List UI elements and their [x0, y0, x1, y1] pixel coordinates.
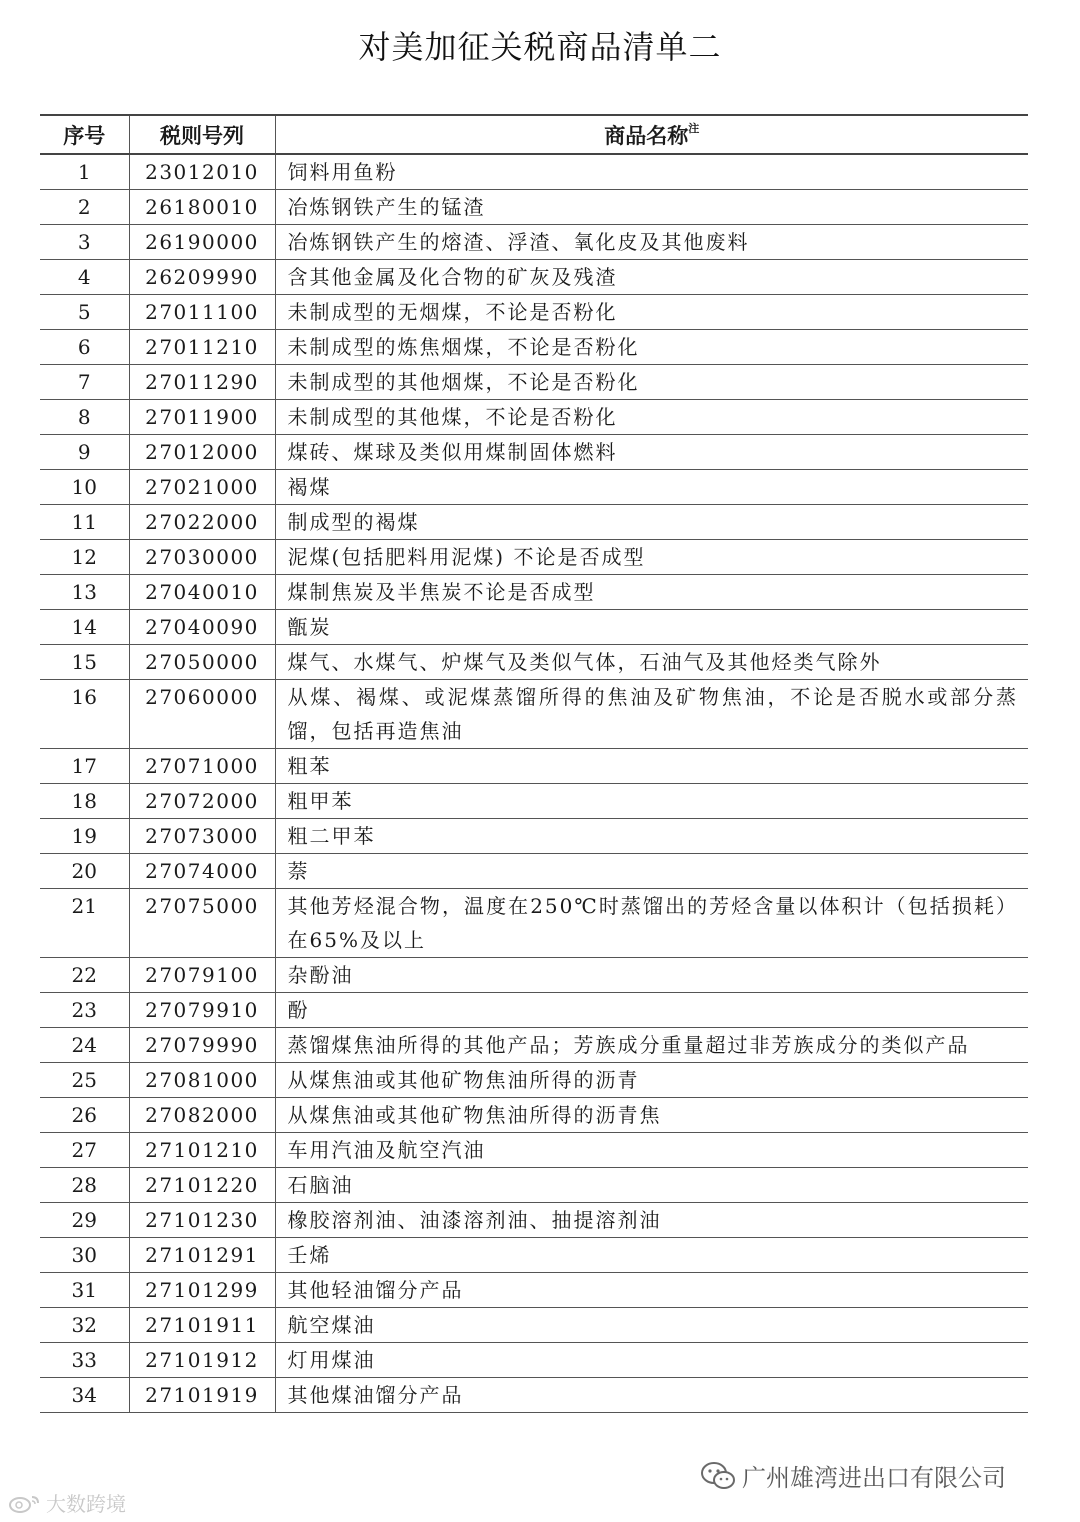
row-tariff-code: 27012000 [129, 435, 275, 470]
row-index: 6 [40, 330, 129, 365]
row-index: 32 [40, 1308, 129, 1343]
row-tariff-code: 27011100 [129, 295, 275, 330]
row-index: 34 [40, 1378, 129, 1413]
row-product-name: 从煤焦油或其他矿物焦油所得的沥青 [275, 1063, 1028, 1098]
row-tariff-code: 27101291 [129, 1238, 275, 1273]
row-tariff-code: 27073000 [129, 819, 275, 854]
table-body [40, 154, 1028, 1413]
row-tariff-code: 27030000 [129, 540, 275, 575]
row-index: 23 [40, 993, 129, 1028]
row-index: 10 [40, 470, 129, 505]
row-product-name: 萘 [275, 854, 1028, 889]
table-row [40, 784, 1028, 819]
weibo-icon [8, 1493, 42, 1513]
watermark-right [700, 1458, 1006, 1493]
row-index: 21 [40, 889, 129, 958]
row-product-name: 从煤焦油或其他矿物焦油所得的沥青焦 [275, 1098, 1028, 1133]
row-product-name: 橡胶溶剂油、油漆溶剂油、抽提溶剂油 [275, 1203, 1028, 1238]
page-title: 对美加征关税商品清单二 [358, 28, 722, 66]
row-index: 4 [40, 260, 129, 295]
table-row [40, 295, 1028, 330]
row-product-name: 煤气、水煤气、炉煤气及类似气体，石油气及其他烃类气除外 [275, 645, 1028, 680]
row-product-name: 制成型的褐煤 [275, 505, 1028, 540]
row-product-name: 未制成型的炼焦烟煤，不论是否粉化 [275, 330, 1028, 365]
table-row [40, 1273, 1028, 1308]
row-index: 27 [40, 1133, 129, 1168]
table-row [40, 400, 1028, 435]
row-tariff-code: 26209990 [129, 260, 275, 295]
row-index: 30 [40, 1238, 129, 1273]
table-row [40, 1133, 1028, 1168]
table-row [40, 1028, 1028, 1063]
row-tariff-code: 27011900 [129, 400, 275, 435]
table-row [40, 1168, 1028, 1203]
table-row [40, 540, 1028, 575]
table-row [40, 190, 1028, 225]
row-index: 22 [40, 958, 129, 993]
row-index: 11 [40, 505, 129, 540]
row-index: 5 [40, 295, 129, 330]
table-row [40, 958, 1028, 993]
table-row [40, 260, 1028, 295]
table-row [40, 854, 1028, 889]
row-product-name: 粗二甲苯 [275, 819, 1028, 854]
row-tariff-code: 27072000 [129, 784, 275, 819]
row-tariff-code: 27101911 [129, 1308, 275, 1343]
table-row [40, 435, 1028, 470]
row-index: 33 [40, 1343, 129, 1378]
row-index: 19 [40, 819, 129, 854]
watermark-left-text: 大数跨境 [46, 1492, 126, 1516]
row-tariff-code: 27075000 [129, 889, 275, 958]
row-product-name: 饲料用鱼粉 [275, 154, 1028, 190]
row-index: 7 [40, 365, 129, 400]
row-index: 8 [40, 400, 129, 435]
table-row [40, 1098, 1028, 1133]
row-index: 12 [40, 540, 129, 575]
table-row [40, 680, 1028, 749]
row-tariff-code: 27101230 [129, 1203, 275, 1238]
row-tariff-code: 27079100 [129, 958, 275, 993]
row-tariff-code: 27074000 [129, 854, 275, 889]
row-index: 18 [40, 784, 129, 819]
wechat-icon [700, 1461, 736, 1491]
row-product-name: 冶炼钢铁产生的锰渣 [275, 190, 1028, 225]
row-product-name: 蒸馏煤焦油所得的其他产品；芳族成分重量超过非芳族成分的类似产品 [275, 1028, 1028, 1063]
row-index: 26 [40, 1098, 129, 1133]
row-product-name: 未制成型的其他煤，不论是否粉化 [275, 400, 1028, 435]
row-index: 20 [40, 854, 129, 889]
watermark-right-text: 广州雄湾进出口有限公司 [742, 1464, 1006, 1492]
table-row [40, 1378, 1028, 1413]
table-row [40, 575, 1028, 610]
header-code: 税则号列 [129, 115, 275, 154]
row-product-name: 泥煤(包括肥料用泥煤) 不论是否成型 [275, 540, 1028, 575]
row-tariff-code: 27071000 [129, 749, 275, 784]
table-row [40, 330, 1028, 365]
table-row [40, 1238, 1028, 1273]
row-tariff-code: 26180010 [129, 190, 275, 225]
row-tariff-code: 27101210 [129, 1133, 275, 1168]
row-index: 2 [40, 190, 129, 225]
row-product-name: 灯用煤油 [275, 1343, 1028, 1378]
row-product-name: 未制成型的无烟煤，不论是否粉化 [275, 295, 1028, 330]
row-index: 14 [40, 610, 129, 645]
row-product-name: 车用汽油及航空汽油 [275, 1133, 1028, 1168]
row-index: 16 [40, 680, 129, 749]
row-tariff-code: 27079910 [129, 993, 275, 1028]
row-tariff-code: 27050000 [129, 645, 275, 680]
row-product-name: 冶炼钢铁产生的熔渣、浮渣、氧化皮及其他废料 [275, 225, 1028, 260]
table-row [40, 610, 1028, 645]
table-row [40, 819, 1028, 854]
table-row [40, 1063, 1028, 1098]
row-tariff-code: 27101299 [129, 1273, 275, 1308]
row-index: 28 [40, 1168, 129, 1203]
row-tariff-code: 27040010 [129, 575, 275, 610]
row-product-name: 含其他金属及化合物的矿灰及残渣 [275, 260, 1028, 295]
header-index: 序号 [40, 115, 129, 154]
row-tariff-code: 27040090 [129, 610, 275, 645]
row-product-name: 未制成型的其他烟煤，不论是否粉化 [275, 365, 1028, 400]
row-index: 1 [40, 154, 129, 190]
table-row [40, 505, 1028, 540]
table-row [40, 1203, 1028, 1238]
row-product-name: 酚 [275, 993, 1028, 1028]
header-name-note: 注 [688, 121, 700, 135]
table-row [40, 889, 1028, 958]
row-index: 24 [40, 1028, 129, 1063]
row-index: 15 [40, 645, 129, 680]
table-row [40, 470, 1028, 505]
row-product-name: 煤砖、煤球及类似用煤制固体燃料 [275, 435, 1028, 470]
row-product-name: 从煤、褐煤、或泥煤蒸馏所得的焦油及矿物焦油，不论是否脱水或部分蒸馏，包括再造焦油 [275, 680, 1028, 749]
table-row [40, 749, 1028, 784]
row-product-name: 其他煤油馏分产品 [275, 1378, 1028, 1413]
table-header-row [40, 115, 1028, 154]
row-tariff-code: 26190000 [129, 225, 275, 260]
row-tariff-code: 23012010 [129, 154, 275, 190]
header-name [275, 115, 1028, 154]
row-tariff-code: 27079990 [129, 1028, 275, 1063]
row-product-name: 杂酚油 [275, 958, 1028, 993]
table-row [40, 645, 1028, 680]
row-product-name: 航空煤油 [275, 1308, 1028, 1343]
row-index: 9 [40, 435, 129, 470]
row-product-name: 褐煤 [275, 470, 1028, 505]
row-product-name: 壬烯 [275, 1238, 1028, 1273]
row-tariff-code: 27101919 [129, 1378, 275, 1413]
row-tariff-code: 27021000 [129, 470, 275, 505]
row-product-name: 甑炭 [275, 610, 1028, 645]
table-row [40, 154, 1028, 190]
row-index: 31 [40, 1273, 129, 1308]
row-index: 3 [40, 225, 129, 260]
table-row [40, 365, 1028, 400]
table-row [40, 1343, 1028, 1378]
tariff-table [40, 114, 1028, 1413]
row-tariff-code: 27101220 [129, 1168, 275, 1203]
row-index: 17 [40, 749, 129, 784]
row-tariff-code: 27011290 [129, 365, 275, 400]
row-tariff-code: 27060000 [129, 680, 275, 749]
row-index: 29 [40, 1203, 129, 1238]
row-product-name: 粗苯 [275, 749, 1028, 784]
row-product-name: 其他轻油馏分产品 [275, 1273, 1028, 1308]
watermark-left [8, 1488, 126, 1517]
row-tariff-code: 27082000 [129, 1098, 275, 1133]
table-row [40, 993, 1028, 1028]
row-product-name: 其他芳烃混合物，温度在250℃时蒸馏出的芳烃含量以体积计（包括损耗）在65%及以上 [275, 889, 1028, 958]
row-tariff-code: 27011210 [129, 330, 275, 365]
table-row [40, 225, 1028, 260]
row-index: 13 [40, 575, 129, 610]
row-product-name: 粗甲苯 [275, 784, 1028, 819]
table-row [40, 1308, 1028, 1343]
row-index: 25 [40, 1063, 129, 1098]
row-product-name: 石脑油 [275, 1168, 1028, 1203]
row-product-name: 煤制焦炭及半焦炭不论是否成型 [275, 575, 1028, 610]
header-name-label: 商品名称 [604, 123, 689, 148]
row-tariff-code: 27081000 [129, 1063, 275, 1098]
row-tariff-code: 27022000 [129, 505, 275, 540]
row-tariff-code: 27101912 [129, 1343, 275, 1378]
